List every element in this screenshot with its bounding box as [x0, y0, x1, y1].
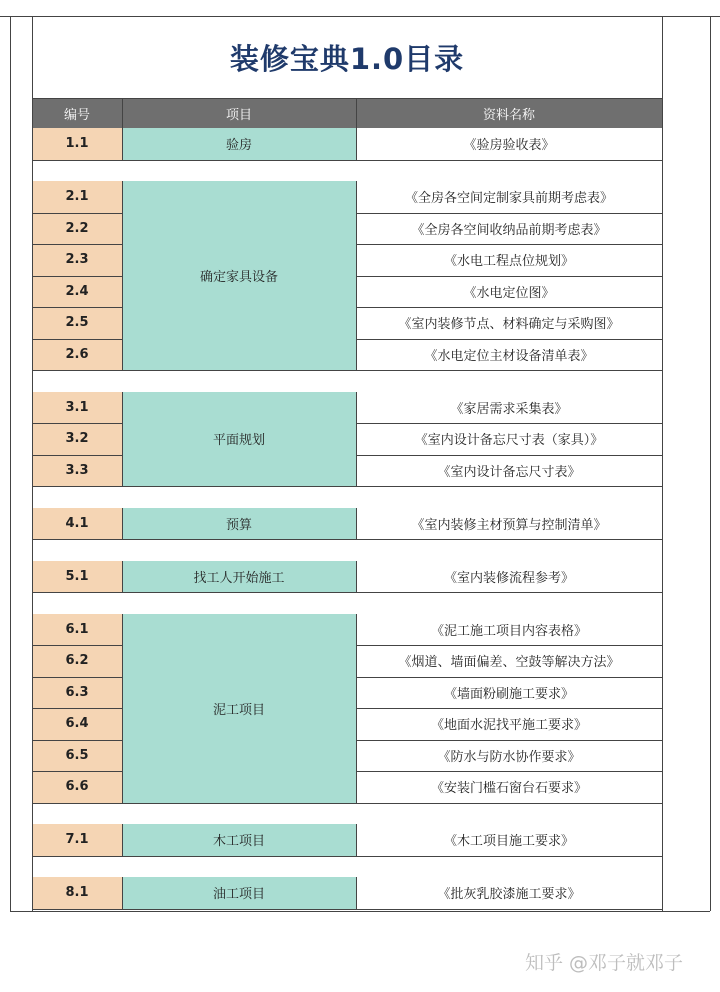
- document-cell: 《水电工程点位规划》: [356, 244, 662, 276]
- number-cell: 7.1: [32, 824, 122, 856]
- number-cell: 6.6: [32, 771, 122, 803]
- document-cell: 《室内装修流程参考》: [356, 561, 662, 593]
- number-cell: 6.5: [32, 740, 122, 772]
- document-cell: 《烟道、墙面偏差、空鼓等解决方法》: [356, 645, 662, 677]
- column-divider: [122, 508, 123, 540]
- row-divider: [32, 539, 662, 540]
- document-cell: 《水电定位主材设备清单表》: [356, 339, 662, 371]
- item-cell: 验房: [122, 128, 356, 160]
- document-cell: 《室内设计备忘尺寸表》: [356, 455, 662, 487]
- column-divider: [356, 614, 357, 803]
- row-divider: [356, 708, 662, 709]
- document-cell: 《验房验收表》: [356, 128, 662, 160]
- document-cell: 《全房各空间收纳品前期考虑表》: [356, 213, 662, 245]
- column-divider: [356, 181, 357, 370]
- document-cell: 《水电定位图》: [356, 276, 662, 308]
- row-divider: [356, 244, 662, 245]
- item-cell: 确定家具设备: [122, 181, 356, 370]
- item-cell: 预算: [122, 508, 356, 540]
- number-cell: 3.1: [32, 392, 122, 424]
- row-divider: [356, 645, 662, 646]
- row-divider: [32, 856, 662, 857]
- row-divider: [32, 244, 122, 245]
- document-cell: 《室内装修节点、材料确定与采购图》: [356, 307, 662, 339]
- item-cell: 平面规划: [122, 392, 356, 487]
- row-divider: [356, 677, 662, 678]
- row-divider: [32, 592, 662, 593]
- number-cell: 4.1: [32, 508, 122, 540]
- number-cell: 2.3: [32, 244, 122, 276]
- column-divider: [356, 877, 357, 909]
- column-divider: [122, 392, 123, 487]
- number-cell: 2.2: [32, 213, 122, 245]
- number-cell: 2.5: [32, 307, 122, 339]
- document-cell: 《墙面粉刷施工要求》: [356, 677, 662, 709]
- row-divider: [32, 307, 122, 308]
- column-divider: [122, 877, 123, 909]
- item-cell: 木工项目: [122, 824, 356, 856]
- column-divider: [662, 16, 663, 911]
- column-divider: [356, 561, 357, 593]
- row-divider: [32, 909, 662, 910]
- row-divider: [32, 708, 122, 709]
- row-divider: [32, 771, 122, 772]
- sheet-left-border: [10, 16, 11, 911]
- row-divider: [32, 160, 662, 161]
- row-divider: [356, 423, 662, 424]
- item-cell: 泥工项目: [122, 614, 356, 803]
- column-divider: [356, 392, 357, 487]
- column-divider: [122, 128, 123, 160]
- column-divider: [356, 98, 357, 128]
- document-cell: 《室内装修主材预算与控制清单》: [356, 508, 662, 540]
- sheet-right-border: [710, 16, 711, 911]
- page-title: 装修宝典1.0目录: [229, 41, 465, 76]
- number-cell: 6.4: [32, 708, 122, 740]
- item-cell: 油工项目: [122, 877, 356, 909]
- watermark: 知乎 @邓子就邓子: [525, 952, 684, 974]
- row-divider: [32, 423, 122, 424]
- column-divider: [356, 128, 357, 160]
- document-cell: 《木工项目施工要求》: [356, 824, 662, 856]
- document-cell: 《室内设计备忘尺寸表（家具）》: [356, 423, 662, 455]
- column-divider: [122, 824, 123, 856]
- row-divider: [32, 98, 662, 99]
- document-cell: 《泥工施工项目内容表格》: [356, 614, 662, 646]
- row-divider: [32, 645, 122, 646]
- column-divider: [32, 16, 33, 911]
- column-divider: [122, 614, 123, 803]
- number-cell: 2.4: [32, 276, 122, 308]
- row-divider: [356, 276, 662, 277]
- row-divider: [356, 307, 662, 308]
- row-divider: [356, 455, 662, 456]
- column-divider: [122, 561, 123, 593]
- header-number: 编号: [32, 98, 122, 128]
- row-divider: [32, 276, 122, 277]
- document-cell: 《全房各空间定制家具前期考虑表》: [356, 181, 662, 213]
- number-cell: 2.6: [32, 339, 122, 371]
- row-divider: [32, 213, 122, 214]
- catalog-table: [32, 16, 662, 911]
- header-item: 项目: [122, 98, 356, 128]
- row-divider: [32, 803, 662, 804]
- row-divider: [32, 740, 122, 741]
- row-divider: [32, 370, 662, 371]
- number-cell: 2.1: [32, 181, 122, 213]
- number-cell: 6.1: [32, 614, 122, 646]
- number-cell: 8.1: [32, 877, 122, 909]
- row-divider: [32, 339, 122, 340]
- row-divider: [32, 486, 662, 487]
- number-cell: 5.1: [32, 561, 122, 593]
- document-cell: 《防水与防水协作要求》: [356, 740, 662, 772]
- header-document: 资料名称: [356, 98, 662, 128]
- row-divider: [356, 213, 662, 214]
- document-cell: 《家居需求采集表》: [356, 392, 662, 424]
- number-cell: 3.3: [32, 455, 122, 487]
- row-divider: [356, 771, 662, 772]
- document-cell: 《批灰乳胶漆施工要求》: [356, 877, 662, 909]
- column-divider: [122, 98, 123, 128]
- number-cell: 3.2: [32, 423, 122, 455]
- row-divider: [32, 677, 122, 678]
- number-cell: 1.1: [32, 128, 122, 160]
- row-divider: [356, 339, 662, 340]
- column-divider: [356, 508, 357, 540]
- document-cell: 《地面水泥找平施工要求》: [356, 708, 662, 740]
- number-cell: 6.3: [32, 677, 122, 709]
- row-divider: [356, 740, 662, 741]
- column-divider: [122, 181, 123, 370]
- column-divider: [356, 824, 357, 856]
- sheet-bottom-border: [10, 911, 710, 912]
- item-cell: 找工人开始施工: [122, 561, 356, 593]
- row-divider: [32, 455, 122, 456]
- document-cell: 《安装门槛石窗台石要求》: [356, 771, 662, 803]
- number-cell: 6.2: [32, 645, 122, 677]
